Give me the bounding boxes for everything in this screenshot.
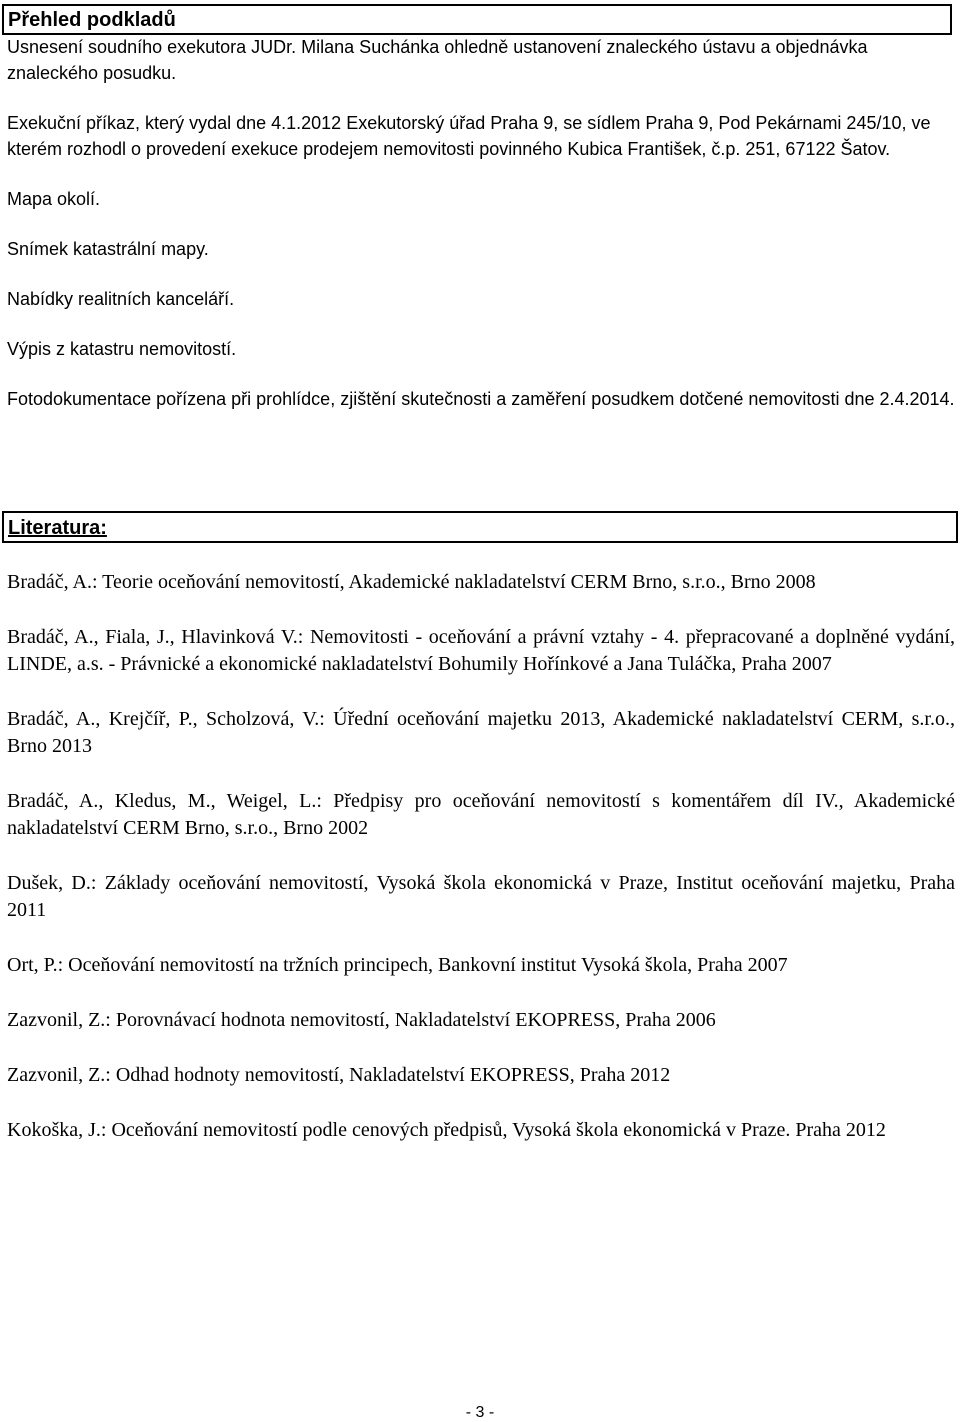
page-number: - 3 - [465,1404,495,1421]
literature-item: Bradáč, A., Kledus, M., Weigel, L.: Předpisy pro oceňování nemovitostí s komentářem díl IV., Akademické nakladatelství CERM Brno, s.r.o., Brno 2002 [7,790,955,839]
literature-item: Zazvonil, Z.: Odhad hodnoty nemovitostí, Nakladatelství EKOPRESS, Praha 2012 [7,1064,671,1086]
literature-item: Kokoška, J.: Oceňování nemovitostí podle cenových předpisů, Vysoká škola ekonomická v Praze. Praha 2012 [7,1119,886,1141]
section-heading-literature: Literatura: [2,511,958,543]
overview-item: Usnesení soudního exekutora JUDr. Milana Suchánka ohledně ustanovení znaleckého ústavu a objednávka znaleckého posudku. [7,37,868,83]
overview-item: Fotodokumentace pořízena při prohlídce, zjištění skutečnosti a zaměření posudkem dotčené nemovitosti dne 2.4.2014. [7,389,955,409]
overview-item: Nabídky realitních kanceláří. [7,289,235,309]
literature-item: Bradáč, A., Fiala, J., Hlavinková V.: Nemovitosti - oceňování a právní vztahy - 4. přepracované a doplněné vydání, LINDE, a.s. - Právnické a ekonomické nakladatelství Bohumily Hořínkové a Jana Tuláčka, Praha 2007 [7,626,955,675]
literature-list [7,569,955,1144]
overview-item: Exekuční příkaz, který vydal dne 4.1.2012 Exekutorský úřad Praha 9, se sídlem Praha 9, Pod Pekárnami 245/10, ve kterém rozhodl o provedení exekuce prodejem nemovitosti povinného Kubica František, č.p. 251, 67122 Šatov. [7,113,931,159]
literature-item: Dušek, D.: Základy oceňování nemovitostí, Vysoká škola ekonomická v Praze, Institut oceňování majetku, Praha 2011 [7,872,955,921]
overview-list [7,34,955,412]
section-heading-overview: Přehled podkladů [2,4,952,35]
literature-item: Bradáč, A.: Teorie oceňování nemovitostí, Akademické nakladatelství CERM Brno, s.r.o., Brno 2008 [7,571,816,593]
overview-item: Výpis z katastru nemovitostí. [7,339,237,359]
overview-item: Mapa okolí. [7,189,101,209]
overview-item: Snímek katastrální mapy. [7,239,209,259]
literature-item: Zazvonil, Z.: Porovnávací hodnota nemovitostí, Nakladatelství EKOPRESS, Praha 2006 [7,1009,716,1031]
literature-item: Ort, P.: Oceňování nemovitostí na tržních principech, Bankovní institut Vysoká škola, Praha 2007 [7,954,788,976]
literature-item: Bradáč, A., Krejčíř, P., Scholzová, V.: Úřední oceňování majetku 2013, Akademické nakladatelství CERM, s.r.o., Brno 2013 [7,708,955,757]
